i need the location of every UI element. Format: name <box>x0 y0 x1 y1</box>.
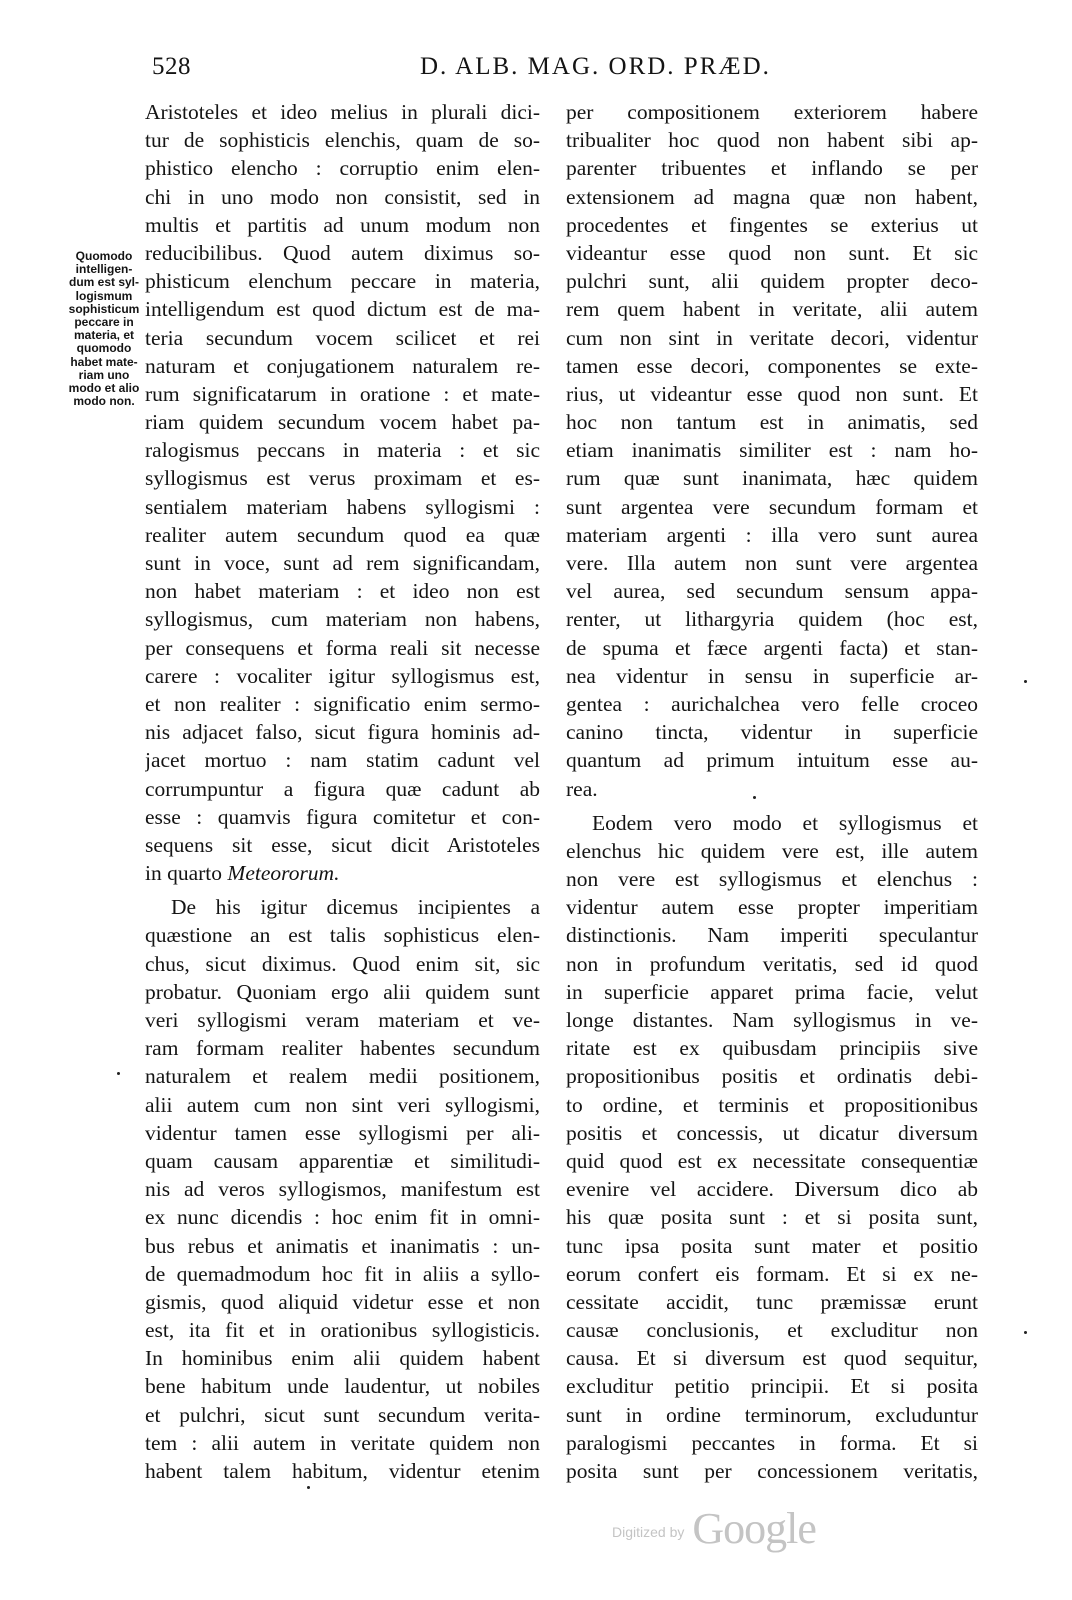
text-line: tem : alii autem in veritate quidem non <box>145 1430 540 1455</box>
text-line: nea videntur in sensu in superficie ar- <box>566 663 978 688</box>
text-line: Aristoteles et ideo melius in plurali dici- <box>145 100 540 124</box>
book-title: Meteororum. <box>227 861 340 886</box>
text-line: rum significatarum in oratione : et mate- <box>145 381 540 406</box>
text-line: tur de sophisticis elenchis, quam de so- <box>145 128 540 153</box>
paragraph <box>145 893 540 1485</box>
text-line: syllogismus est verus proximam et es- <box>145 466 540 491</box>
text-line: esse : quamvis figura comitetur et con- <box>145 804 540 829</box>
text-line: pulchri sunt, alii quidem propter deco- <box>566 269 978 294</box>
margin-note-line: quomodo <box>76 341 132 356</box>
text-line: tamen esse decori, componentes se exte- <box>566 353 978 378</box>
text-line: bus rebus et animatis et inanimatis : un- <box>145 1233 540 1258</box>
margin-note-line: logismum <box>75 288 133 303</box>
text-line: extensionem ad magna quæ non habent, <box>566 184 978 209</box>
text-line: rum quæ sunt inanimata, hæc quidem <box>566 466 978 491</box>
text-line: ex nunc dicendis : hoc enim fit in omni- <box>145 1205 540 1230</box>
text-line: chus, sicut diximus. Quod enim sit, sic <box>145 951 540 976</box>
margin-note-line: Quomodo <box>75 249 133 263</box>
text-line: realiter autem secundum quod ea quæ <box>145 522 540 547</box>
text-line: distinctionis. Nam imperiti speculantur <box>566 923 978 948</box>
text-line: posita sunt per concessionem veritatis, <box>566 1459 978 1483</box>
text-line: evenire vel accidere. Diversum dico ab <box>566 1177 978 1202</box>
text-line: eorum confert eis formam. Et si ex ne- <box>566 1261 978 1286</box>
text-line: phistico elencho : corruptio enim elen- <box>145 156 540 181</box>
text-line: vere. Illa autem non sunt vere argentea <box>566 551 978 575</box>
text-line: causæ conclusionis, et excluditur non <box>566 1318 978 1343</box>
text-line: probatur. Quoniam ergo alii quidem sunt <box>145 979 540 1004</box>
text-line: alii autem cum non sint veri syllogismi, <box>145 1092 540 1117</box>
text-line: riam quidem secundum vocem habet pa- <box>145 410 540 435</box>
text-line: In hominibus enim alii quidem habent <box>145 1346 540 1371</box>
text-line: elenchus hic quidem vere est, ille autem <box>566 838 978 863</box>
text-line: vel aurea, sed secundum sensum appa- <box>566 579 978 604</box>
text-line: propositionibus positis et ordinatis debi- <box>566 1064 978 1089</box>
margin-note-line: sophisticum <box>68 301 140 316</box>
text-line: excluditur petitio principii. Et si posita <box>566 1374 978 1399</box>
text-line: phisticum elenchum peccare in materia, <box>145 269 540 294</box>
text-line: nis adjacet falso, sicut figura hominis ad- <box>145 720 540 745</box>
text-line: in superficie apparet prima facie, velut <box>566 979 978 1004</box>
text-line: ram formam realiter habentes secundum <box>145 1036 540 1061</box>
text-line: quæstione an est talis sophisticus elen- <box>145 923 540 948</box>
page-number: 528 <box>152 53 191 80</box>
text-line: est, ita fit et in orationibus syllogisticis. <box>145 1318 540 1343</box>
text-line: renter, ut lithargyria quidem (hoc est, <box>566 607 978 632</box>
text-line: naturam et conjugationem naturalem re- <box>145 353 540 378</box>
text-line: jacet mortuo : nam statim cadunt vel <box>145 748 540 773</box>
text-line: de spuma et fæce argenti facta) et stan- <box>566 635 978 660</box>
text-line: quid quod est ex necessitate consequentiæ <box>566 1148 978 1173</box>
text-line: non vere est syllogismus et elenchus : <box>566 867 978 892</box>
right-column <box>566 98 978 1485</box>
text-line: et non realiter : significatio enim sermo- <box>145 691 540 716</box>
text-line: multis et partitis ad unum modum non <box>145 212 540 237</box>
text-line: corrumpuntur a figura quæ cadunt ab <box>145 776 540 801</box>
text-line: sunt argentea vere secundum formam et <box>566 494 978 519</box>
text-line: Eodem vero modo et syllogismus et <box>592 810 978 835</box>
text-line: cum non sint in veritate decori, videntur <box>566 325 978 350</box>
text-line: longe distantes. Nam syllogismus in ve- <box>566 1008 978 1032</box>
text-line: ralogismus peccans in materia : et sic <box>145 438 540 463</box>
text-line: bene habitum unde laudentur, ut nobiles <box>145 1374 540 1399</box>
text-line: rea. <box>566 776 598 801</box>
text-line: non in profundum veritatis, sed id quod <box>566 951 978 976</box>
text-line: to ordine, et terminis et propositionibus <box>566 1092 978 1117</box>
text-line: carere : vocaliter igitur syllogismus est, <box>145 663 540 688</box>
digitized-watermark <box>612 1503 816 1554</box>
text-line: videntur tamen esse syllogismi per ali- <box>145 1120 540 1145</box>
print-speck <box>117 1072 120 1075</box>
running-head: D. ALB. MAG. ORD. PRÆD. <box>420 53 771 80</box>
text-line: tunc ipsa posita sunt mater et positio <box>566 1233 978 1258</box>
margin-note <box>58 250 150 408</box>
text-line: sunt in voce, sunt ad rem significandam, <box>145 551 540 575</box>
text-line: naturalem et realem medii positionem, <box>145 1064 540 1089</box>
paragraph <box>566 809 978 1486</box>
margin-note-line: materia, et <box>73 328 135 343</box>
text-line: non habet materiam : et ideo non est <box>145 579 540 604</box>
text-line: reducibilibus. Quod autem diximus so- <box>145 240 540 265</box>
margin-note-line: modo non. <box>73 394 135 409</box>
text-line: positis et concessis, ut dicatur diversum <box>566 1120 978 1145</box>
text-line: syllogismus, cum materiam non habens, <box>145 607 540 632</box>
text-line: sunt in ordine terminorum, excluduntur <box>566 1402 978 1427</box>
text-line: his quæ posita sunt : et si posita sunt, <box>566 1205 978 1230</box>
text-line: etiam inanimatis similiter est : nam ho- <box>566 438 978 463</box>
text-line: intelligendum est quod dictum est de ma- <box>145 297 540 322</box>
margin-note-line: intelligen- <box>75 262 133 277</box>
text-line: chi in uno modo non consistit, sed in <box>145 184 540 209</box>
text-line: De his igitur dicemus incipientes a <box>171 895 540 920</box>
margin-note-line: peccare in <box>74 315 134 330</box>
text-line: materiam argenti : illa vero sunt aurea <box>566 522 978 547</box>
text-line: tribualiter hoc quod non habent sibi ap- <box>566 128 978 153</box>
print-speck <box>1024 680 1027 683</box>
text-line: cessitate accidit, tunc præmissæ erunt <box>566 1289 978 1314</box>
text-line: procedentes et fingentes se exterius ut <box>566 212 978 237</box>
text-line: videantur esse quod non sunt. Et sic <box>566 240 978 265</box>
text-line: de quemadmodum hoc fit in aliis a syllo- <box>145 1261 540 1286</box>
text-line: paralogismi peccantes in forma. Et si <box>566 1430 978 1455</box>
text-line: quantum ad primum intuitum esse au- <box>566 748 978 773</box>
print-speck <box>1024 1331 1027 1334</box>
text-line: parenter tribuentes et inflando se per <box>566 156 978 181</box>
text-line: habent talem habitum, videntur etenim <box>145 1459 540 1483</box>
text-line: rius, ut videantur esse quod non sunt. Et <box>566 381 978 406</box>
text-line: canino tincta, videntur in superficie <box>566 720 978 745</box>
text-line: hoc non tantum est in animatis, sed <box>566 410 978 435</box>
google-logo: Google <box>692 1504 816 1553</box>
paragraph <box>566 98 978 803</box>
margin-note-line: modo et alio <box>68 381 140 396</box>
text-line: per compositionem exteriorem habere <box>566 100 978 124</box>
margin-note-line: riam uno <box>78 367 130 382</box>
print-speck <box>307 1486 310 1489</box>
text-fragment: in quarto <box>145 861 228 886</box>
text-line: ritate est ex quibusdam principiis sive <box>566 1036 978 1061</box>
text-line: sentialem materiam habens syllogismi : <box>145 494 540 519</box>
text-line: sequens sit esse, sicut dicit Aristoteles <box>145 832 540 857</box>
print-speck <box>753 796 756 799</box>
margin-note-line: dum est syl- <box>68 275 140 290</box>
text-line: veri syllogismi veram materiam et ve- <box>145 1008 540 1032</box>
left-column <box>145 98 540 1485</box>
text-line: et pulchri, sicut sunt secundum verita- <box>145 1402 540 1427</box>
text-line: causa. Et si diversum est quod sequitur, <box>566 1346 978 1371</box>
text-line: rem quem habent in veritate, alii autem <box>566 297 978 322</box>
watermark-prefix: Digitized by <box>612 1524 685 1540</box>
text-line: gismis, quod aliquid videtur esse et non <box>145 1289 540 1314</box>
text-line <box>145 859 540 887</box>
text-line: quam causam apparentiæ et similitudi- <box>145 1148 540 1173</box>
margin-note-line: habet mate- <box>70 354 138 369</box>
text-line: per consequens et forma reali sit necesse <box>145 635 540 660</box>
text-line: gentea : aurichalchea vero felle croceo <box>566 691 978 716</box>
paragraph <box>145 98 540 887</box>
text-line: videntur autem esse propter imperitiam <box>566 895 978 920</box>
text-line: teria secundum vocem scilicet et rei <box>145 325 540 350</box>
text-line: nis ad veros syllogismos, manifestum est <box>145 1177 540 1202</box>
